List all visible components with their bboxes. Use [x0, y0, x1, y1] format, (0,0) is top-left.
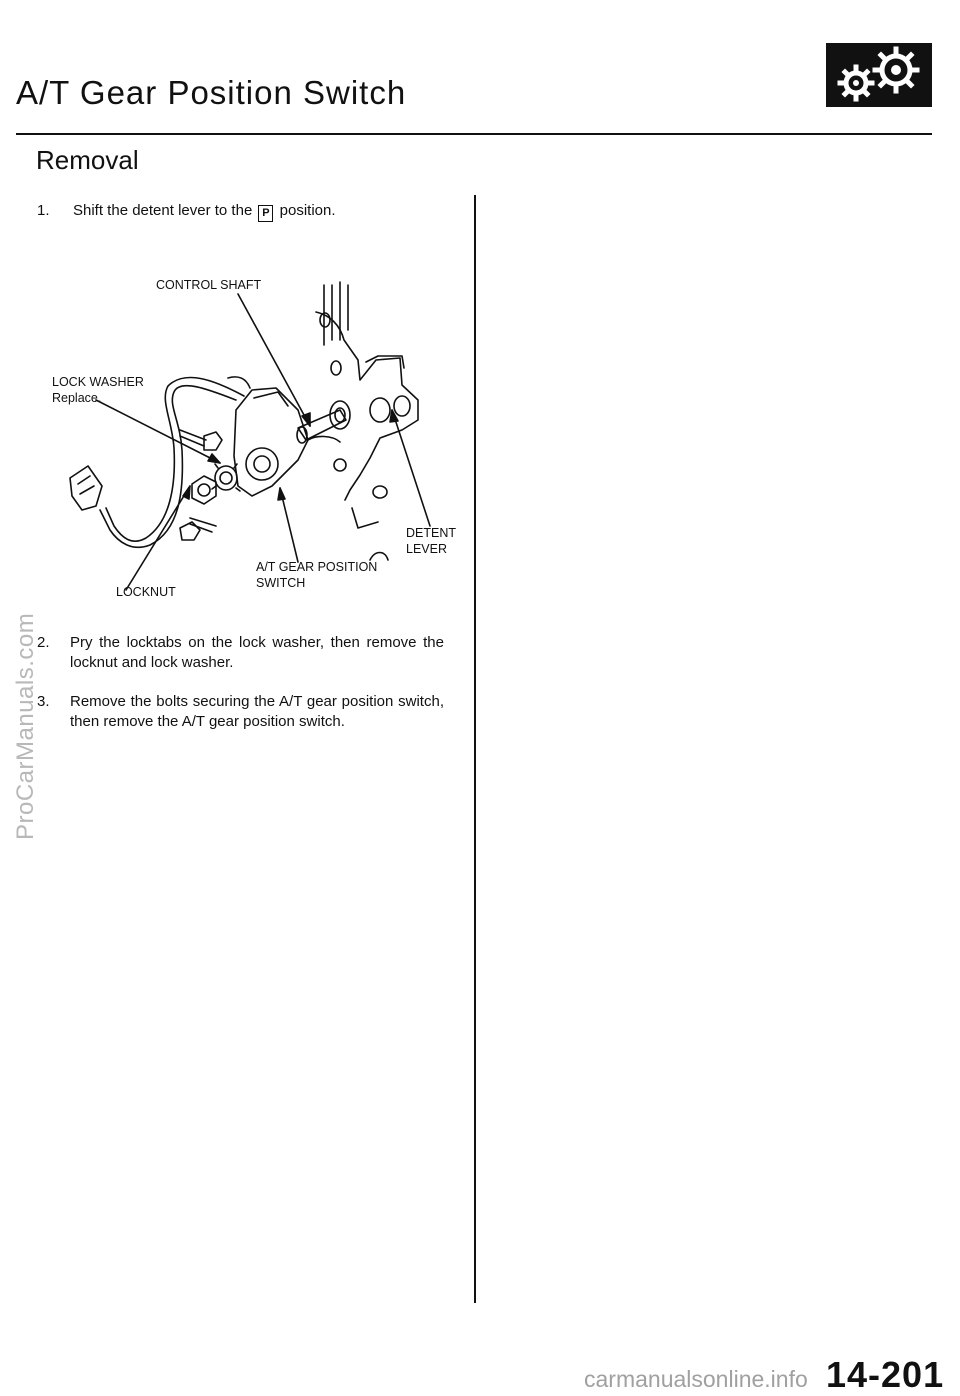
step-number: 2. [37, 634, 50, 651]
step-text-after: position. [279, 202, 336, 219]
watermark: ProCarManuals.com [12, 612, 39, 840]
label-control-shaft: CONTROL SHAFT [156, 278, 262, 292]
gears-icon [826, 43, 932, 107]
label-detent-lever: DETENT [406, 526, 456, 540]
label-detent-lever-2: LEVER [406, 542, 447, 556]
label-gear-position-switch: A/T GEAR POSITION [256, 560, 378, 574]
label-lock-washer-note: Replace. [52, 391, 102, 405]
section-title: Removal [36, 145, 139, 175]
column-divider [474, 195, 476, 1303]
label-locknut: LOCKNUT [116, 585, 176, 599]
step-number: 3. [37, 693, 50, 710]
switch-illustration [40, 260, 470, 620]
page-number: 14-201 [826, 1354, 945, 1395]
footer-url[interactable]: carmanualsonline.info [584, 1366, 808, 1392]
page-title: A/T Gear Position Switch [16, 74, 407, 111]
figure [40, 260, 470, 620]
park-position-box: P [258, 205, 273, 222]
step-text [73, 201, 336, 222]
label-gear-position-switch-2: SWITCH [256, 576, 306, 590]
header-rule [16, 133, 932, 135]
label-lock-washer: LOCK WASHER [52, 375, 144, 389]
step-text-before: Shift the detent lever to the [73, 202, 253, 219]
step-text: Pry the locktabs on the lock washer, then remove the locknut and lock washer. [70, 634, 444, 671]
step-number: 1. [37, 202, 50, 219]
step-text: Remove the bolts securing the A/T gear position switch, then remove the A/T gear position switch. [70, 693, 444, 730]
